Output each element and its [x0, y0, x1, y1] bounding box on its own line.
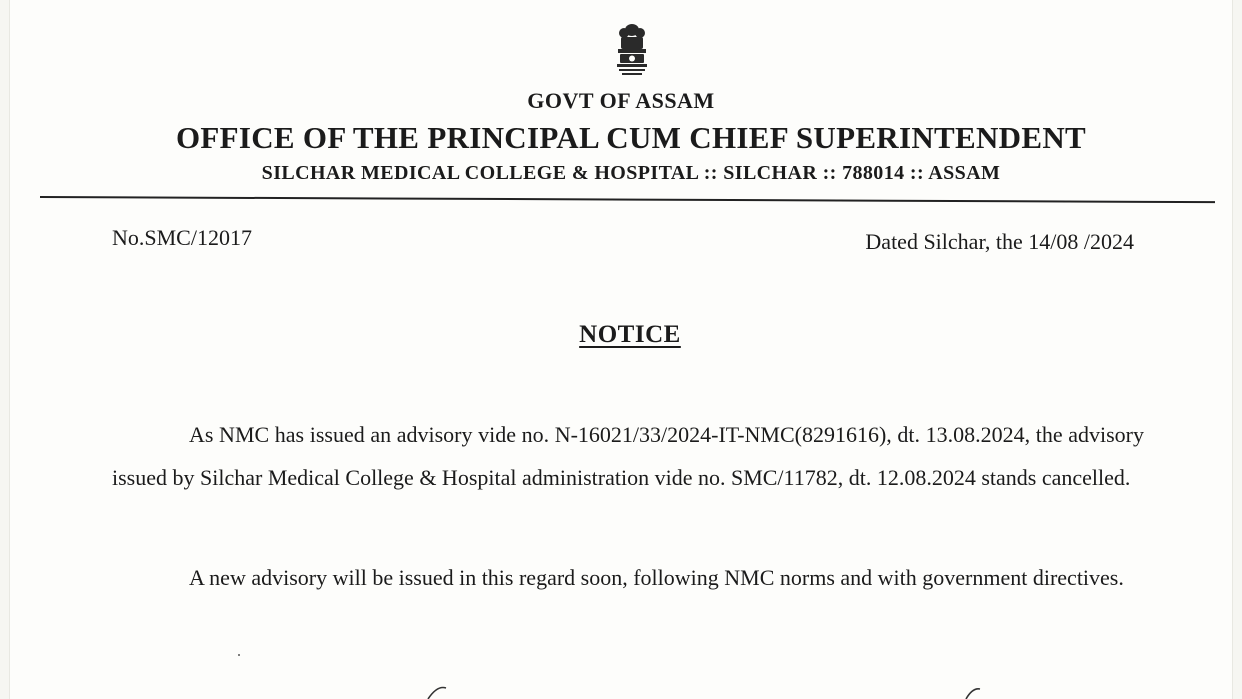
college-address: SILCHAR MEDICAL COLLEGE & HOSPITAL :: SILCHAR :: 788014 :: ASSAM [261, 162, 1001, 184]
notice-heading [10, 321, 1232, 349]
govt-line: GOVT OF ASSAM [527, 88, 715, 113]
state-emblem-icon [612, 20, 652, 82]
office-title: OFFICE OF THE PRINCIPAL CUM CHIEF SUPERINTENDENT [175, 120, 1087, 155]
reference-number: No.SMC/12017 [112, 225, 252, 250]
signature-fragment [410, 680, 1010, 699]
ink-speck [238, 654, 240, 656]
notice-heading-text: NOTICE [579, 321, 681, 348]
notice-paragraph: As NMC has issued an advisory vide no. N-16021/33/2024-IT-NMC(8291616), dt. 13.08.2024, the advisory issued by Silchar Medical College & Hospital administration vide no. SMC/11782, dt. 12.08.2024 stands cancelled. [112, 422, 1144, 490]
header-divider [40, 196, 1215, 203]
notice-date: Dated Silchar, the 14/08 /2024 [865, 229, 1134, 254]
document-page [10, 0, 1232, 699]
notice-paragraph: A new advisory will be issued in this regard soon, following NMC norms and with government directives. [189, 565, 1124, 590]
